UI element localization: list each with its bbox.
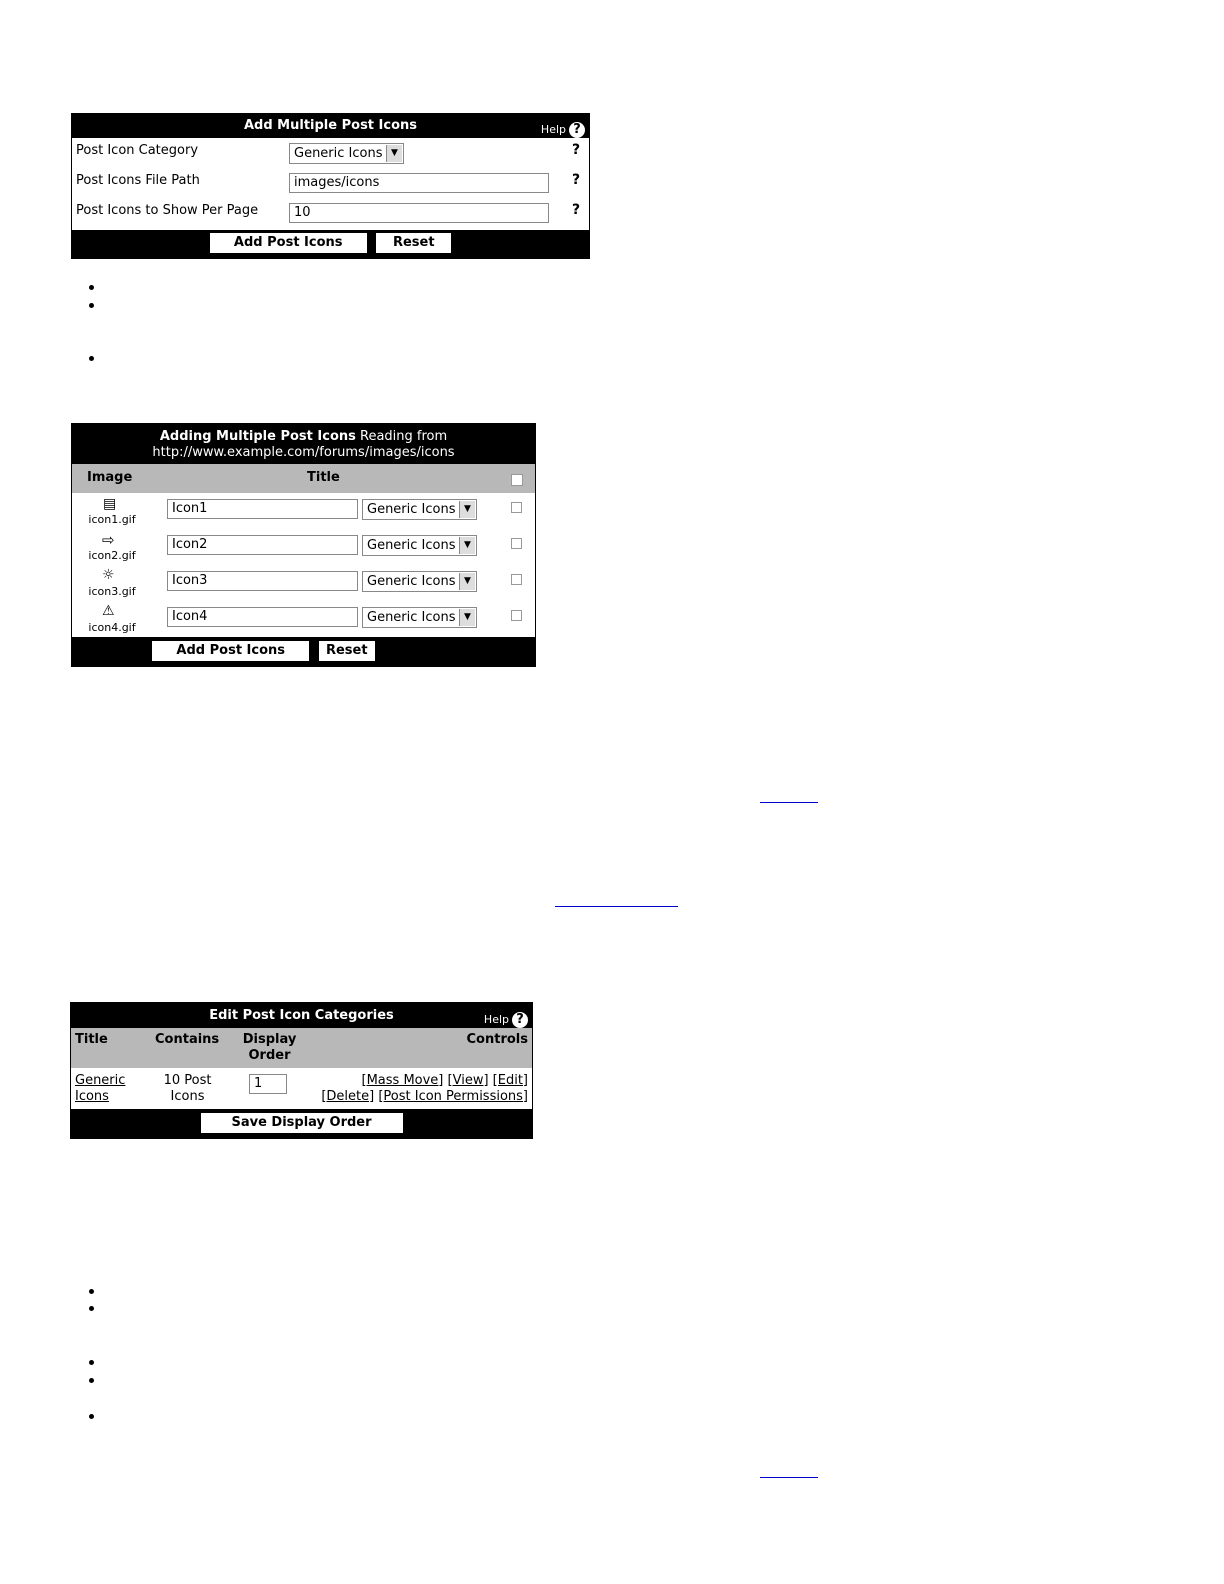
add-multiple-post-icons-panel xyxy=(71,113,590,259)
add-post-icons-button[interactable]: Add Post Icons xyxy=(209,232,368,254)
icon-title-input[interactable]: Icon4 xyxy=(167,607,358,627)
column-header-title: Title xyxy=(307,470,340,485)
post-icon-category-select[interactable]: Generic Icons ▼ xyxy=(289,143,404,164)
help-question-icon[interactable]: ? xyxy=(572,142,581,158)
list-bullet xyxy=(89,1378,94,1383)
panel-footer-bar xyxy=(71,1109,532,1138)
table-header xyxy=(71,1028,532,1068)
panel-title: Adding Multiple Post Icons xyxy=(159,429,356,444)
icon-filename: icon2.gif xyxy=(88,549,136,562)
icon-title-input[interactable]: Icon2 xyxy=(167,535,358,555)
table-header xyxy=(72,464,535,493)
lightbulb-icon: ☼ xyxy=(102,567,115,583)
category-title-link[interactable]: Generic Icons xyxy=(75,1073,126,1104)
list-bullet xyxy=(89,303,94,308)
row-checkbox[interactable] xyxy=(511,610,522,621)
source-url: http://www.example.com/forums/images/icons xyxy=(152,445,455,460)
panel-title: Add Multiple Post Icons xyxy=(243,118,418,133)
link-underline[interactable] xyxy=(760,1477,818,1478)
chevron-down-icon: ▼ xyxy=(459,501,475,518)
icon-title-input[interactable]: Icon1 xyxy=(167,499,358,519)
view-link[interactable]: [View] xyxy=(447,1073,489,1088)
delete-link[interactable]: [Delete] xyxy=(321,1089,375,1104)
help-link[interactable]: Help ? xyxy=(484,1007,528,1032)
link-underline[interactable] xyxy=(760,802,818,803)
icon-category-select[interactable]: Generic Icons ▼ xyxy=(362,571,477,592)
panel-title-suffix: Reading from xyxy=(355,429,448,444)
panel-footer-bar xyxy=(72,637,535,666)
save-display-order-button[interactable]: Save Display Order xyxy=(200,1112,404,1134)
help-icon: ? xyxy=(512,1012,528,1028)
post-icons-file-path-input[interactable]: images/icons xyxy=(289,173,549,193)
chevron-down-icon: ▼ xyxy=(386,145,402,162)
row-checkbox[interactable] xyxy=(511,502,522,513)
column-header-display-order: Display Order xyxy=(242,1032,297,1063)
list-bullet xyxy=(89,285,94,290)
list-bullet xyxy=(89,1306,94,1311)
warning-icon: ⚠ xyxy=(102,603,115,619)
icon-category-select[interactable]: Generic Icons ▼ xyxy=(362,499,477,520)
edit-link[interactable]: [Edit] xyxy=(492,1073,528,1088)
reset-button[interactable]: Reset xyxy=(318,640,376,662)
list-bullet xyxy=(89,1289,94,1294)
column-header-image: Image xyxy=(87,470,133,485)
post-icons-per-page-label: Post Icons to Show Per Page xyxy=(76,203,259,218)
chevron-down-icon: ▼ xyxy=(459,537,475,554)
row-checkbox[interactable] xyxy=(511,574,522,585)
icon-filename: icon3.gif xyxy=(88,585,136,598)
help-link[interactable]: Help ? xyxy=(541,118,585,142)
category-controls xyxy=(321,1073,528,1105)
add-post-icons-button[interactable]: Add Post Icons xyxy=(151,640,310,662)
display-order-input[interactable]: 1 xyxy=(249,1074,287,1094)
arrow-right-icon: ⇨ xyxy=(102,531,115,549)
panel-title-bar xyxy=(72,114,589,138)
help-question-icon[interactable]: ? xyxy=(572,172,581,188)
document-icon: ▤ xyxy=(103,496,117,512)
list-bullet xyxy=(89,356,94,361)
link-underline[interactable] xyxy=(555,906,678,907)
icon-title-input[interactable]: Icon3 xyxy=(167,571,358,591)
select-all-checkbox[interactable] xyxy=(511,474,523,486)
panel-title: Edit Post Icon Categories xyxy=(209,1008,394,1023)
chevron-down-icon: ▼ xyxy=(459,573,475,590)
list-bullet xyxy=(89,1360,94,1365)
post-icons-file-path-label: Post Icons File Path xyxy=(76,173,200,188)
list-bullet xyxy=(89,1414,94,1419)
edit-post-icon-categories-panel xyxy=(70,1002,533,1139)
icon-filename: icon1.gif xyxy=(88,513,136,526)
post-icon-permissions-link[interactable]: [Post Icon Permissions] xyxy=(378,1089,528,1104)
row-checkbox[interactable] xyxy=(511,538,522,549)
icon-filename: icon4.gif xyxy=(88,621,136,634)
icon-category-select[interactable]: Generic Icons ▼ xyxy=(362,535,477,556)
icon-category-select[interactable]: Generic Icons ▼ xyxy=(362,607,477,628)
column-header-controls: Controls xyxy=(466,1032,528,1047)
category-contains: 10 Post Icons xyxy=(163,1073,212,1104)
chevron-down-icon: ▼ xyxy=(459,609,475,626)
panel-footer-bar xyxy=(72,230,589,258)
panel-title-bar xyxy=(71,1003,532,1028)
column-header-contains: Contains xyxy=(155,1032,220,1047)
help-question-icon[interactable]: ? xyxy=(572,202,581,218)
post-icon-category-label: Post Icon Category xyxy=(76,143,199,158)
mass-move-link[interactable]: [Mass Move] xyxy=(361,1073,444,1088)
panel-title-bar xyxy=(72,424,535,464)
reset-button[interactable]: Reset xyxy=(375,232,452,254)
column-header-title: Title xyxy=(75,1032,108,1047)
help-icon: ? xyxy=(569,122,585,138)
post-icons-per-page-input[interactable]: 10 xyxy=(289,203,549,223)
adding-multiple-post-icons-panel xyxy=(71,423,536,667)
